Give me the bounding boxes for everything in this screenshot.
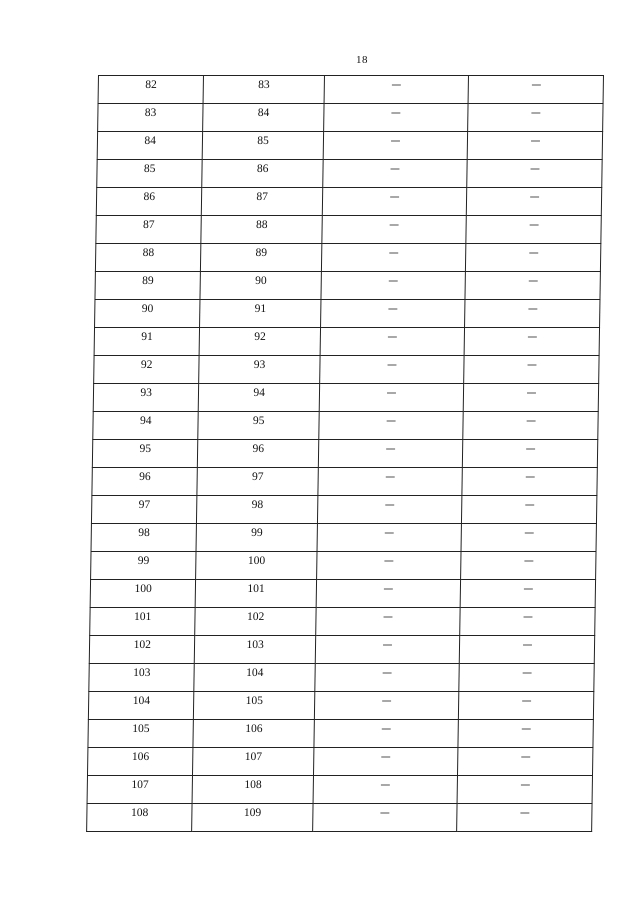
table-cell bbox=[314, 692, 459, 720]
table-cell bbox=[315, 636, 460, 664]
table-cell bbox=[461, 524, 596, 552]
number-value: 96 bbox=[252, 443, 265, 455]
number-value: 88 bbox=[142, 247, 155, 259]
dash-value: — bbox=[383, 554, 395, 567]
dash-value: — bbox=[388, 274, 399, 287]
dash-value: — bbox=[524, 470, 535, 483]
table-row bbox=[96, 188, 601, 216]
number-value: 108 bbox=[130, 807, 149, 819]
table-row bbox=[88, 720, 593, 748]
data-table bbox=[86, 75, 604, 832]
table-cell bbox=[93, 412, 199, 440]
number-value: 97 bbox=[138, 499, 151, 511]
table-cell bbox=[193, 748, 314, 776]
number-value: 89 bbox=[142, 275, 154, 287]
table-cell bbox=[318, 440, 463, 468]
table-cell bbox=[468, 104, 603, 132]
table-cell bbox=[203, 76, 324, 104]
table-cell bbox=[194, 664, 315, 692]
dash-value: — bbox=[384, 498, 395, 511]
dash-value: — bbox=[383, 610, 394, 623]
dash-value: — bbox=[387, 302, 399, 315]
table-cell bbox=[468, 132, 603, 160]
table-row bbox=[94, 356, 599, 384]
number-value: 83 bbox=[258, 79, 270, 91]
number-value: 89 bbox=[255, 247, 268, 259]
table-cell bbox=[199, 384, 320, 412]
dash-value: — bbox=[530, 106, 541, 119]
table-cell bbox=[463, 412, 598, 440]
number-value: 98 bbox=[251, 499, 264, 511]
table-cell bbox=[89, 664, 195, 692]
dash-value: — bbox=[382, 666, 393, 679]
table-cell bbox=[458, 748, 593, 776]
dash-value: — bbox=[383, 582, 394, 595]
table-cell bbox=[466, 216, 601, 244]
dash-value: — bbox=[521, 694, 532, 707]
number-value: 85 bbox=[143, 163, 156, 175]
table-row bbox=[91, 524, 596, 552]
number-value: 84 bbox=[257, 107, 270, 119]
number-value: 86 bbox=[256, 163, 269, 175]
table-cell bbox=[316, 580, 461, 608]
table-cell bbox=[323, 160, 468, 188]
table-cell bbox=[460, 636, 595, 664]
table-cell bbox=[201, 216, 322, 244]
number-value: 101 bbox=[247, 583, 265, 595]
dash-value: — bbox=[385, 470, 396, 483]
number-value: 82 bbox=[145, 79, 157, 91]
number-value: 104 bbox=[246, 667, 264, 679]
dash-value: — bbox=[520, 778, 531, 791]
number-value: 95 bbox=[252, 415, 265, 427]
table-row bbox=[91, 496, 596, 524]
number-value: 93 bbox=[253, 359, 266, 371]
dash-value: — bbox=[391, 78, 402, 91]
table-cell bbox=[95, 244, 201, 272]
table-cell bbox=[87, 776, 193, 804]
number-value: 98 bbox=[138, 527, 150, 539]
table-cell bbox=[465, 328, 600, 356]
table-cell bbox=[313, 748, 458, 776]
dash-value: — bbox=[528, 218, 539, 231]
table-row bbox=[87, 804, 592, 832]
table-cell bbox=[459, 664, 594, 692]
dash-value: — bbox=[530, 134, 541, 147]
table-cell bbox=[316, 552, 461, 580]
table-row bbox=[93, 384, 598, 412]
table-cell bbox=[92, 468, 198, 496]
table-cell bbox=[321, 244, 466, 272]
number-value: 100 bbox=[134, 583, 152, 595]
table-row bbox=[95, 272, 600, 300]
number-value: 99 bbox=[137, 555, 150, 567]
table-row bbox=[90, 580, 595, 608]
number-value: 92 bbox=[140, 359, 153, 371]
table-cell bbox=[95, 272, 201, 300]
number-value: 105 bbox=[245, 695, 264, 707]
dash-value: — bbox=[384, 526, 395, 539]
number-value: 91 bbox=[141, 331, 153, 343]
table-cell bbox=[90, 608, 196, 636]
number-value: 101 bbox=[133, 611, 152, 623]
table-cell bbox=[196, 524, 317, 552]
number-value: 109 bbox=[243, 807, 262, 819]
page-number: 18 bbox=[356, 54, 368, 66]
table-cell bbox=[91, 496, 197, 524]
dash-value: — bbox=[381, 694, 392, 707]
table-row bbox=[89, 636, 594, 664]
dash-value: — bbox=[526, 386, 537, 399]
table-cell bbox=[461, 580, 596, 608]
table-cell bbox=[322, 216, 467, 244]
dash-value: — bbox=[381, 722, 392, 735]
number-value: 90 bbox=[141, 303, 154, 315]
table-row bbox=[97, 160, 602, 188]
table-row bbox=[87, 748, 592, 776]
table-cell bbox=[464, 356, 599, 384]
number-value: 99 bbox=[251, 527, 263, 539]
dash-value: — bbox=[380, 778, 391, 791]
table-cell bbox=[457, 804, 592, 832]
table-row bbox=[90, 608, 595, 636]
dash-value: — bbox=[382, 638, 393, 651]
table-row bbox=[87, 776, 592, 804]
table-cell bbox=[200, 272, 321, 300]
table-cell bbox=[318, 468, 463, 496]
table-cell bbox=[319, 412, 464, 440]
dash-value: — bbox=[387, 330, 398, 343]
table-cell bbox=[199, 356, 320, 384]
number-value: 96 bbox=[139, 471, 151, 483]
table-cell bbox=[91, 524, 197, 552]
table-cell bbox=[317, 524, 462, 552]
table-cell bbox=[89, 636, 195, 664]
number-value: 87 bbox=[256, 191, 269, 203]
number-value: 103 bbox=[133, 667, 151, 679]
number-value: 87 bbox=[143, 219, 155, 231]
table-cell bbox=[203, 132, 324, 160]
number-value: 107 bbox=[131, 779, 149, 791]
table-cell bbox=[467, 160, 602, 188]
dash-value: — bbox=[520, 750, 531, 763]
dash-value: — bbox=[531, 78, 542, 91]
dash-value: — bbox=[524, 498, 535, 511]
table-cell bbox=[94, 328, 200, 356]
table-cell bbox=[198, 440, 319, 468]
table-cell bbox=[199, 328, 320, 356]
number-value: 88 bbox=[255, 219, 268, 231]
dash-value: — bbox=[387, 358, 398, 371]
table-cell bbox=[192, 776, 313, 804]
table-cell bbox=[463, 440, 598, 468]
dash-value: — bbox=[391, 106, 402, 119]
table-cell bbox=[202, 188, 323, 216]
table-cell bbox=[467, 188, 602, 216]
table-cell bbox=[320, 356, 465, 384]
table-cell bbox=[87, 748, 193, 776]
dash-value: — bbox=[522, 610, 533, 623]
table-cell bbox=[91, 552, 197, 580]
dash-value: — bbox=[523, 582, 534, 595]
table-row bbox=[94, 328, 599, 356]
number-value: 106 bbox=[245, 723, 263, 735]
number-value: 104 bbox=[132, 695, 151, 707]
table-row bbox=[98, 76, 603, 104]
number-value: 108 bbox=[244, 779, 262, 791]
table-cell bbox=[459, 692, 594, 720]
number-value: 103 bbox=[246, 639, 264, 651]
table-cell bbox=[321, 272, 466, 300]
dash-value: — bbox=[389, 218, 400, 231]
table-cell bbox=[314, 720, 459, 748]
table-cell bbox=[315, 664, 460, 692]
table-cell bbox=[319, 384, 464, 412]
dash-value: — bbox=[527, 274, 539, 287]
table-row bbox=[95, 244, 600, 272]
number-value: 94 bbox=[139, 415, 152, 427]
table-cell bbox=[464, 384, 599, 412]
table-cell bbox=[465, 300, 600, 328]
table-cell bbox=[88, 692, 194, 720]
table-cell bbox=[96, 216, 202, 244]
number-value: 86 bbox=[143, 191, 156, 203]
table-cell bbox=[324, 76, 469, 104]
table-row bbox=[95, 300, 600, 328]
table-cell bbox=[193, 720, 314, 748]
dash-value: — bbox=[380, 750, 392, 763]
table-cell bbox=[195, 608, 316, 636]
table-cell bbox=[196, 580, 317, 608]
dash-value: — bbox=[390, 134, 401, 147]
table-cell bbox=[97, 160, 203, 188]
dash-value: — bbox=[386, 414, 397, 427]
table-cell bbox=[202, 160, 323, 188]
table-cell bbox=[90, 580, 196, 608]
dash-value: — bbox=[527, 302, 538, 315]
dash-value: — bbox=[389, 190, 400, 203]
table-cell bbox=[96, 188, 202, 216]
table-cell bbox=[93, 384, 199, 412]
number-value: 84 bbox=[144, 135, 157, 147]
number-value: 85 bbox=[257, 135, 269, 147]
table-cell bbox=[316, 608, 461, 636]
table-cell bbox=[322, 188, 467, 216]
dash-value: — bbox=[520, 722, 532, 735]
number-value: 102 bbox=[133, 639, 151, 651]
table-row bbox=[92, 468, 597, 496]
dash-value: — bbox=[385, 442, 396, 455]
number-value: 102 bbox=[246, 611, 265, 623]
table-cell bbox=[466, 244, 601, 272]
table-row bbox=[97, 132, 602, 160]
table-cell bbox=[94, 356, 200, 384]
table-cell bbox=[465, 272, 600, 300]
table-cell bbox=[460, 608, 595, 636]
dash-value: — bbox=[390, 162, 401, 175]
dash-value: — bbox=[526, 358, 537, 371]
table-cell bbox=[198, 412, 319, 440]
table-row bbox=[92, 440, 597, 468]
number-value: 93 bbox=[140, 387, 153, 399]
number-value: 107 bbox=[244, 751, 263, 763]
table-cell bbox=[457, 776, 592, 804]
dash-value: — bbox=[519, 806, 530, 819]
table-cell bbox=[87, 804, 193, 832]
number-value: 106 bbox=[131, 751, 150, 763]
table-cell bbox=[194, 692, 315, 720]
dash-value: — bbox=[388, 246, 399, 259]
dash-value: — bbox=[523, 554, 534, 567]
table-cell bbox=[312, 804, 457, 832]
table-cell bbox=[320, 328, 465, 356]
table-cell bbox=[320, 300, 465, 328]
table-cell bbox=[203, 104, 324, 132]
table-cell bbox=[98, 76, 204, 104]
table-cell bbox=[317, 496, 462, 524]
table-row bbox=[98, 104, 603, 132]
table-cell bbox=[97, 132, 203, 160]
dash-value: — bbox=[529, 162, 540, 175]
table-cell bbox=[197, 468, 318, 496]
dash-value: — bbox=[380, 806, 391, 819]
table-cell bbox=[468, 76, 603, 104]
dash-value: — bbox=[386, 386, 397, 399]
number-value: 105 bbox=[132, 723, 150, 735]
number-value: 83 bbox=[144, 107, 157, 119]
table-body bbox=[87, 76, 604, 832]
dash-value: — bbox=[527, 330, 538, 343]
dash-value: — bbox=[528, 246, 539, 259]
number-value: 94 bbox=[253, 387, 265, 399]
table-row bbox=[88, 692, 593, 720]
table-cell bbox=[462, 496, 597, 524]
table-cell bbox=[196, 552, 317, 580]
table-cell bbox=[323, 132, 468, 160]
table-cell bbox=[313, 776, 458, 804]
table-cell bbox=[200, 300, 321, 328]
dash-value: — bbox=[525, 414, 536, 427]
table-cell bbox=[192, 804, 313, 832]
number-value: 97 bbox=[251, 471, 264, 483]
table-cell bbox=[98, 104, 204, 132]
table-row bbox=[91, 552, 596, 580]
table-cell bbox=[92, 440, 198, 468]
table-row bbox=[89, 664, 594, 692]
table-cell bbox=[88, 720, 194, 748]
number-value: 90 bbox=[255, 275, 267, 287]
table-cell bbox=[95, 300, 201, 328]
dash-value: — bbox=[529, 190, 540, 203]
table-cell bbox=[197, 496, 318, 524]
number-value: 91 bbox=[254, 303, 267, 315]
table-row bbox=[96, 216, 601, 244]
table-cell bbox=[201, 244, 322, 272]
table-cell bbox=[195, 636, 316, 664]
table-cell bbox=[461, 552, 596, 580]
number-value: 100 bbox=[247, 555, 266, 567]
number-value: 92 bbox=[254, 331, 266, 343]
dash-value: — bbox=[521, 666, 532, 679]
table-cell bbox=[323, 104, 468, 132]
dash-value: — bbox=[522, 638, 533, 651]
dash-value: — bbox=[525, 442, 536, 455]
dash-value: — bbox=[523, 526, 535, 539]
table-row bbox=[93, 412, 598, 440]
table-cell bbox=[462, 468, 597, 496]
number-value: 95 bbox=[139, 443, 152, 455]
table-cell bbox=[458, 720, 593, 748]
